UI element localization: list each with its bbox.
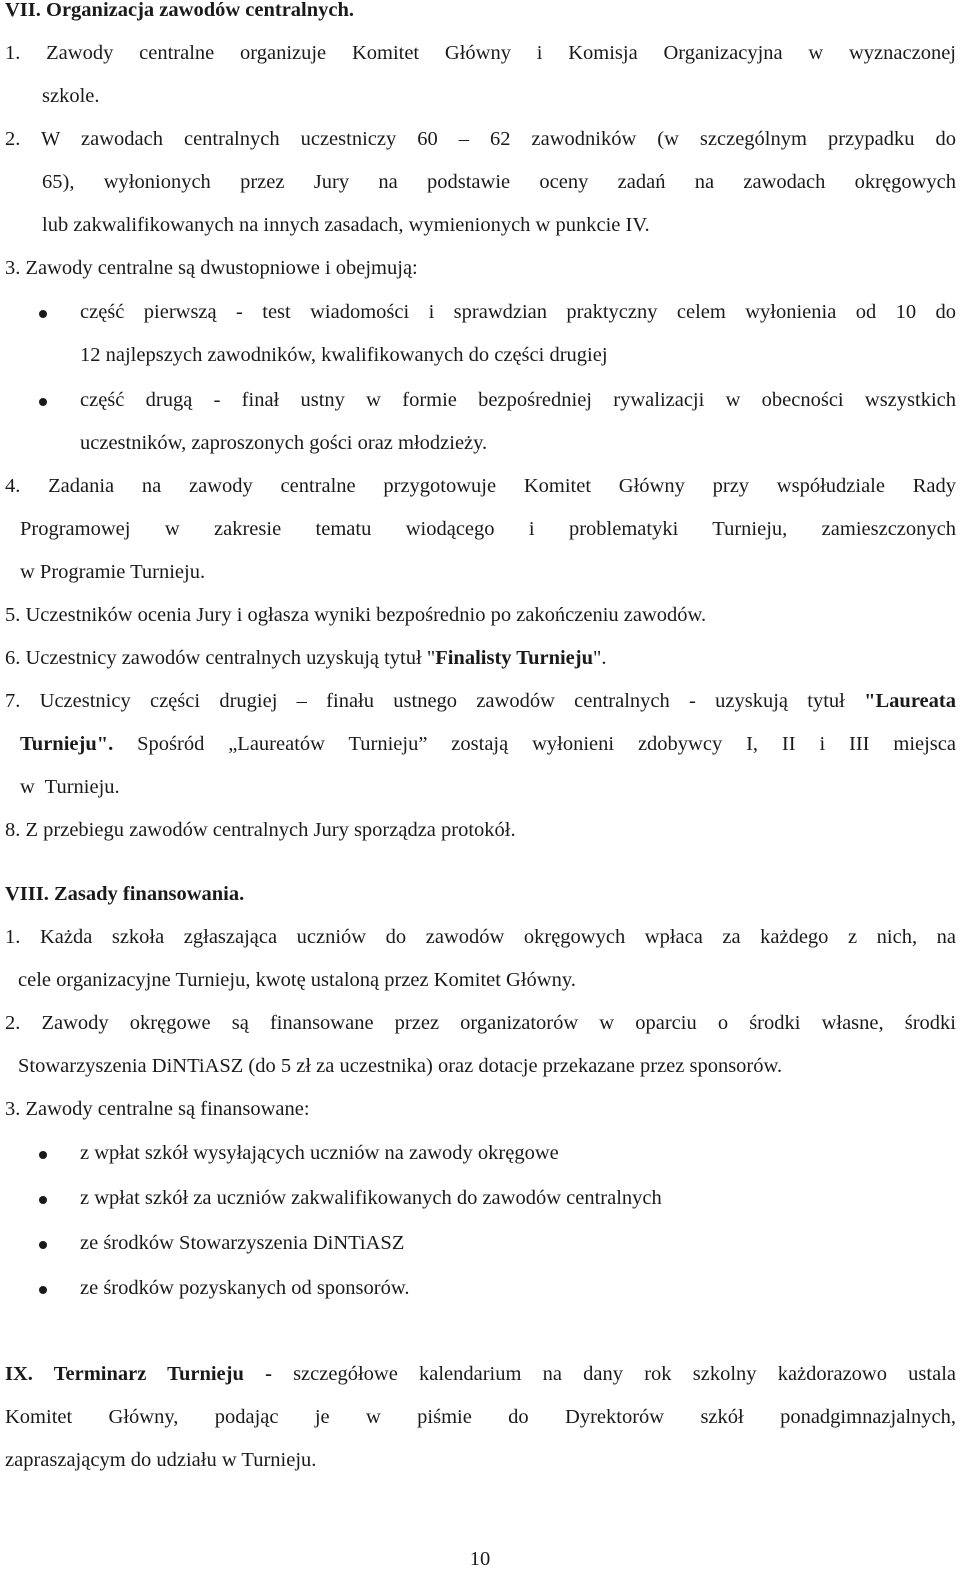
vii-p3-intro: 3. Zawody centralne są dwustopniowe i obejmują:: [5, 257, 418, 279]
ix-line2: Komitet Główny, podając je w piśmie do Dyrektorów szkół ponadgimnazjalnych,: [5, 1406, 956, 1428]
page-number: 10: [469, 1548, 491, 1570]
vii-p4-line3: w Programie Turnieju.: [20, 561, 206, 583]
bullet-icon: [39, 310, 47, 318]
section-heading-vii: VII. Organizacja zawodów centralnych.: [5, 0, 355, 21]
vii-p3-bullet1-line2: 12 najlepszych zawodników, kwalifikowanych do części drugiej: [80, 344, 608, 366]
vii-p6-prefix: 6. Uczestnicy zawodów centralnych uzyskują tytuł ": [5, 647, 436, 669]
vii-p2-line3: lub zakwalifikowanych na innych zasadach, wymienionych w punkcie IV.: [42, 214, 650, 236]
vii-p4-line1: 4. Zadania na zawody centralne przygotowuje Komitet Główny przy współudziale Rady: [5, 475, 956, 497]
viii-p1-line1: 1. Każda szkoła zgłaszająca uczniów do zawodów okręgowych wpłaca za każdego z nich, na: [5, 926, 956, 948]
viii-p3-bullet-4: ze środków pozyskanych od sponsorów.: [80, 1277, 410, 1299]
bullet-icon: [39, 1286, 47, 1294]
viii-p1-line2: cele organizacyjne Turnieju, kwotę ustaloną przez Komitet Główny.: [18, 969, 576, 991]
viii-p3-intro: 3. Zawody centralne są finansowane:: [5, 1098, 310, 1120]
viii-p2-line1: 2. Zawody okręgowe są finansowane przez organizatorów w oparciu o środki własne, środki: [5, 1012, 956, 1034]
section-heading-viii: VIII. Zasady finansowania.: [5, 883, 245, 905]
vii-p2-line2: 65), wyłonionych przez Jury na podstawie oceny zadań na zawodach okręgowych: [42, 171, 956, 193]
vii-p4-line2: Programowej w zakresie tematu wiodącego i problematyki Turnieju, zamieszczonych: [20, 518, 956, 540]
vii-p6-title: Finalisty Turnieju: [435, 647, 593, 669]
vii-p5: 5. Uczestników ocenia Jury i ogłasza wyniki bezpośrednio po zakończeniu zawodów.: [5, 604, 707, 626]
vii-p3-bullet2-line1: część drugą - finał ustny w formie bezpośredniej rywalizacji w obecności wszystkich: [80, 389, 956, 411]
vii-p7-line1-title: "Laureata: [864, 690, 956, 712]
vii-p3-bullet1-line1: część pierwszą - test wiadomości i sprawdzian praktyczny celem wyłonienia od 10 do: [80, 301, 956, 323]
vii-p1-line1: 1. Zawody centralne organizuje Komitet Główny i Komisja Organizacyjna w wyznaczonej: [5, 42, 956, 64]
vii-p7-line2: [20, 734, 956, 755]
ix-line3: zapraszającym do udziału w Turnieju.: [5, 1449, 317, 1471]
bullet-icon: [39, 1151, 47, 1159]
viii-p3-bullet-3: ze środków Stowarzyszenia DiNTiASZ: [80, 1232, 405, 1254]
vii-p8: 8. Z przebiegu zawodów centralnych Jury sporządza protokół.: [5, 819, 516, 841]
vii-p7-line3: w Turnieju.: [20, 776, 120, 798]
viii-p3-bullet-1: z wpłat szkół wysyłających uczniów na zawody okręgowe: [80, 1142, 559, 1164]
vii-p6-suffix: ".: [593, 647, 607, 669]
bullet-icon: [39, 1241, 47, 1249]
vii-p3-bullet2-line2: uczestników, zaproszonych gości oraz młodzieży.: [80, 432, 488, 454]
vii-p2-line1: 2. W zawodach centralnych uczestniczy 60 – 62 zawodników (w szczególnym przypadku do: [5, 128, 956, 150]
vii-p7-line2-rest: Spośród „Laureatów Turnieju” zostają wyłonieni zdobywcy I, II i III miejsca: [113, 733, 956, 755]
vii-p7-line2-title: Turnieju".: [20, 733, 114, 755]
vii-p1-line2: szkole.: [42, 85, 100, 107]
viii-p3-bullet-2: z wpłat szkół za uczniów zakwalifikowanych do zawodów centralnych: [80, 1187, 662, 1209]
ix-line1-rest: szczegółowe kalendarium na dany rok szkolny każdorazowo ustala: [271, 1363, 956, 1385]
vii-p6: [5, 648, 607, 669]
bullet-icon: [39, 1196, 47, 1204]
section-heading-ix: IX. Terminarz Turnieju -: [5, 1363, 272, 1385]
vii-p7-line1: [5, 691, 956, 712]
bullet-icon: [39, 398, 47, 406]
vii-p7-line1-prefix: 7. Uczestnicy części drugiej – finału ustnego zawodów centralnych - uzyskują tytuł: [5, 690, 865, 712]
viii-p2-line2: Stowarzyszenia DiNTiASZ (do 5 zł za uczestnika) oraz dotacje przekazane przez sponsorów.: [18, 1055, 783, 1077]
ix-line1: [5, 1364, 956, 1385]
